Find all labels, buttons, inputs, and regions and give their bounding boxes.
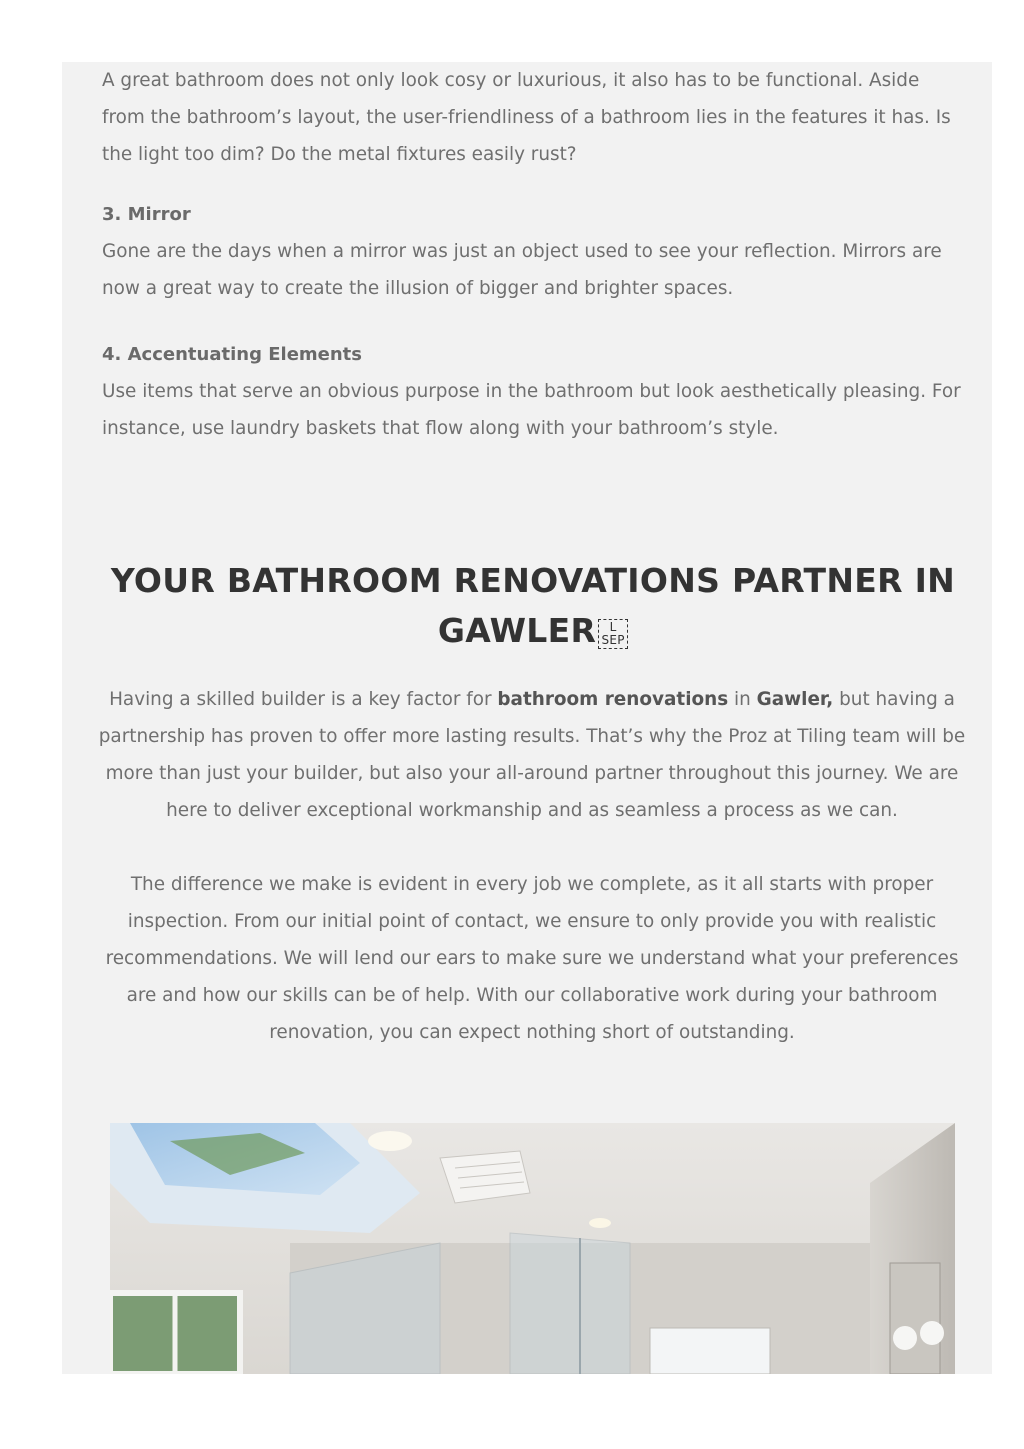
intro-paragraph: A great bathroom does not only look cosy or luxurious, it also has to be functional. Aside from the bathroom’s layout, the user-friendliness of a bathroom lies in the features it has. Is the light too dim? Do the metal fixtures easily rust? [102, 70, 951, 165]
p1-bold-bathroom-renovations: bathroom renovations [497, 689, 729, 710]
p1-text-start: Having a skilled builder is a key factor for [109, 689, 498, 710]
mirror-heading: 3. Mirror [102, 204, 191, 225]
partner-paragraph-1 [98, 681, 966, 829]
p1-text-mid: in [728, 689, 757, 710]
mirror-paragraph: Gone are the days when a mirror was just an object used to see your reflection. Mirrors are now a great way to create the illusion of bigger and brighter spaces. [102, 241, 942, 299]
bathroom-photo [110, 1123, 955, 1374]
section-title-line2: GAWLER [437, 611, 597, 650]
accent-heading: 4. Accentuating Elements [102, 344, 362, 365]
sep-glyph-top: L [609, 620, 617, 634]
bathroom-illustration [110, 1123, 955, 1374]
section-title [102, 556, 964, 656]
separator-glyph-icon [598, 619, 628, 649]
partner-paragraph-2: The difference we make is evident in every job we complete, as it all starts with proper inspection. From our initial point of contact, we ensure to only provide you with realistic recommendations. We will lend our ears to make sure we understand what your preferences are and how our skills can be of help. With our collaborative work during your bathroom renovation, you can expect nothing short of outstanding. [105, 874, 959, 1043]
section-title-line1: YOUR BATHROOM RENOVATIONS PARTNER IN [110, 561, 956, 600]
sep-glyph-bottom: SEP [601, 633, 625, 647]
accent-paragraph: Use items that serve an obvious purpose in the bathroom but look aesthetically pleasing. For instance, use laundry baskets that flow along with your bathroom’s style. [102, 381, 961, 439]
content-panel [62, 62, 992, 1374]
p1-bold-gawler: Gawler, [756, 689, 834, 710]
p1-text-end: but having a partnership has proven to offer more lasting results. That’s why the Proz at Tiling team will be more than just your builder, but also your all-around partner throughout this journey. We are here to deliver exceptional workmanship and as seamless a process as we can. [98, 689, 966, 821]
